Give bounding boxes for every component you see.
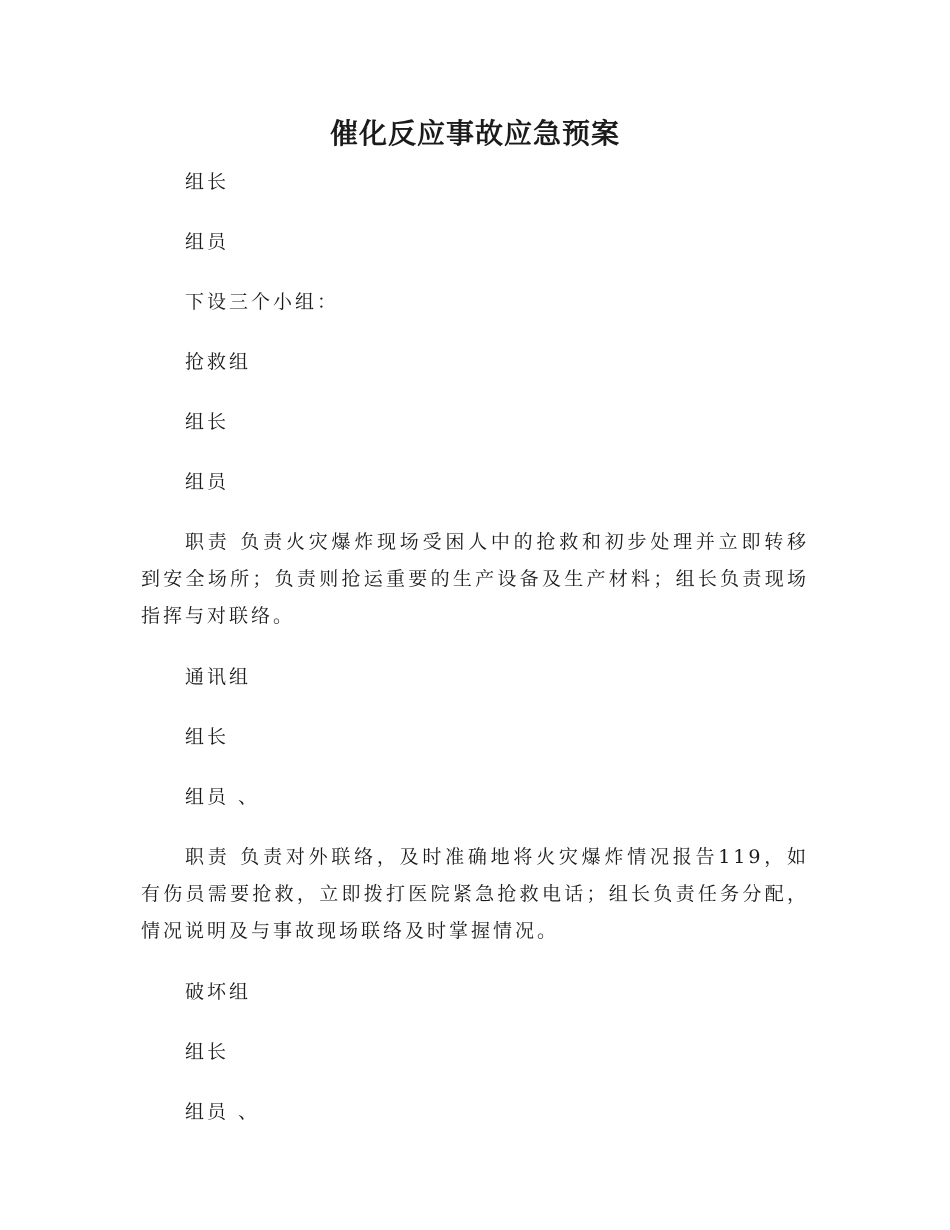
line-subgroups-intro: 下设三个小组：: [185, 291, 340, 313]
line-members: 组员: [185, 231, 230, 253]
line-demolition-leader: 组长: [185, 1041, 230, 1063]
line-leader: 组长: [185, 171, 230, 193]
line-communication-leader: 组长: [185, 726, 230, 748]
line-communication-members: 组员 、: [185, 786, 261, 808]
document-title: 催化反应事故应急预案: [329, 117, 620, 150]
line-demolition-members: 组员 、: [185, 1101, 261, 1123]
heading-communication-group: 通讯组: [185, 666, 252, 688]
line-rescue-members: 组员: [185, 471, 230, 493]
paragraph-communication-duties: 职责 负责对外联络，及时准确地将火灾爆炸情况报告119，如有伤员需要抢救，立即拨打医院紧急抢救电话；组长负责任务分配，情况说明及与事故现场联络及时掌握情况。: [141, 846, 809, 942]
line-rescue-leader: 组长: [185, 411, 230, 433]
document-body: [141, 164, 809, 1154]
heading-rescue-group: 抢救组: [185, 351, 252, 373]
heading-demolition-group: 破坏组: [185, 981, 252, 1003]
paragraph-rescue-duties: 职责 负责火灾爆炸现场受困人中的抢救和初步处理并立即转移到安全场所；负责则抢运重要的生产设备及生产材料；组长负责现场指挥与对联络。: [141, 531, 809, 627]
